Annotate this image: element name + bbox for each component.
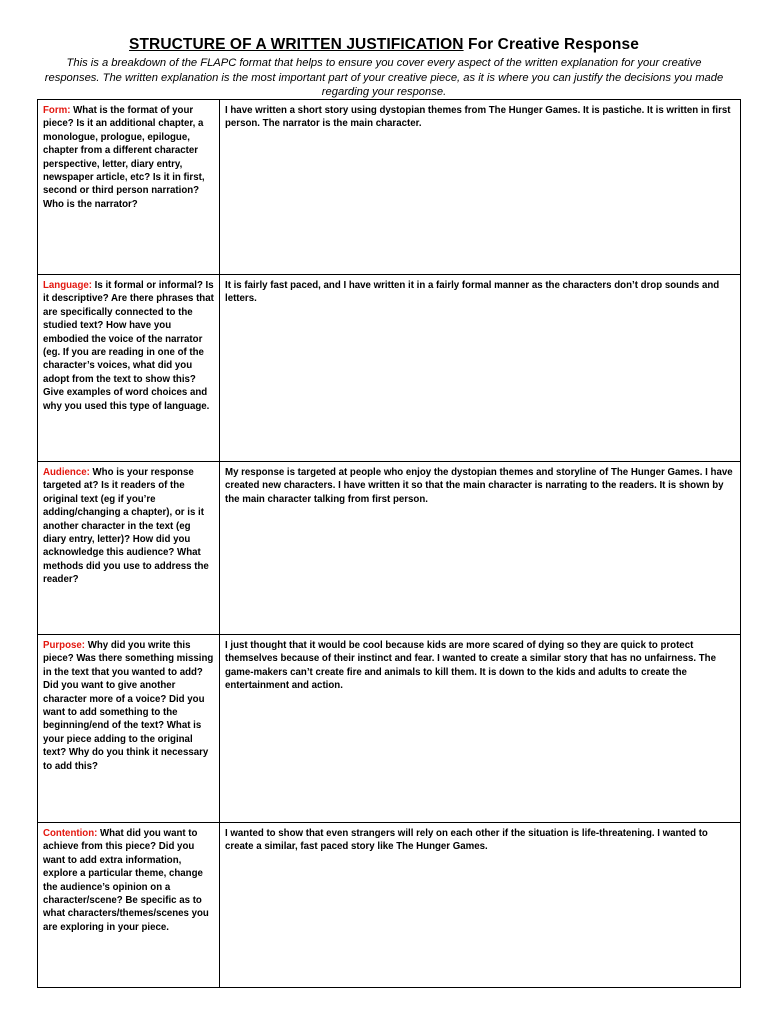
table-row-language xyxy=(38,275,741,462)
response-cell: I have written a short story using dystopian themes from The Hunger Games. It is pastiche. It is written in first person. The narrator is the main character. xyxy=(220,100,741,275)
response-cell: I just thought that it would be cool because kids are more scared of dying so they are quick to protect themselves because of their instinct and fear. I wanted to create a similar story that has no unfairness. The game-makers can’t create fire and animals to kill them. It is down to the kids and adults to create the entertainment and action. xyxy=(220,635,741,823)
response-cell: I wanted to show that even strangers will rely on each other if the situation is life-threatening. I wanted to create a similar, fast paced story like The Hunger Games. xyxy=(220,823,741,988)
table-row-form xyxy=(38,100,741,275)
document-title xyxy=(0,36,768,54)
table-row-contention xyxy=(38,823,741,988)
row-key-label: Form: xyxy=(43,105,71,116)
title-suffix: For Creative Response xyxy=(463,36,639,53)
prompt-text: What is the format of your piece? Is it an additional chapter, a monologue, prologue, epilogue, chapter from a different character perspective, letter, diary entry, newspaper article, etc? Is it in first, second or third person narration? Who is the narrator? xyxy=(43,105,205,210)
prompt-cell xyxy=(38,275,220,462)
prompt-text: What did you want to achieve from this piece? Did you want to add extra information, explore a particular theme, change the audience’s opinion on a character/scene? Be specific as to what characters/themes/scenes you are exploring in your piece. xyxy=(43,828,209,933)
flapc-table xyxy=(37,99,741,988)
response-cell: My response is targeted at people who enjoy the dystopian themes and storyline of The Hunger Games. I have created new characters. I have written it so that the main character is narrating to the readers. It is shown by the main character talking from first person. xyxy=(220,462,741,635)
prompt-text: Why did you write this piece? Was there something missing in the text that you wanted to add? Did you want to give another character more of a voice? Did you want to add something to the beginning/end of the text? What is your piece adding to the original text? Why do you think it necessary to add this? xyxy=(43,640,214,772)
prompt-cell xyxy=(38,462,220,635)
row-key-label: Audience: xyxy=(43,467,90,478)
prompt-text: Is it formal or informal? Is it descriptive? Are there phrases that are specifically connected to the studied text? How have you embodied the voice of the narrator (eg. If you are reading in one of the character’s voices, what did you adopt from the text to show this? Give examples of word choices and why you used this type of language. xyxy=(43,280,214,412)
prompt-cell xyxy=(38,100,220,275)
response-cell: It is fairly fast paced, and I have written it in a fairly formal manner as the characters don’t drop sounds and letters. xyxy=(220,275,741,462)
row-key-label: Purpose: xyxy=(43,640,85,651)
row-key-label: Contention: xyxy=(43,828,98,839)
prompt-text: Who is your response targeted at? Is it readers of the original text (eg if you’re adding/changing a chapter), or is it another character in the text (eg diary entry, letter)? How did you acknowledge this audience? What methods did you use to address the reader? xyxy=(43,467,209,586)
table-row-purpose xyxy=(38,635,741,823)
table-row-audience xyxy=(38,462,741,635)
title-underlined: STRUCTURE OF A WRITTEN JUSTIFICATION xyxy=(129,36,464,53)
prompt-cell xyxy=(38,635,220,823)
row-key-label: Language: xyxy=(43,280,92,291)
prompt-cell xyxy=(38,823,220,988)
intro-paragraph: This is a breakdown of the FLAPC format that helps to ensure you cover every aspect of the written explanation for your creative responses. The written explanation is the most important part of your creative piece, as it is where you can justify the decisions you made regarding your response. xyxy=(44,57,724,98)
